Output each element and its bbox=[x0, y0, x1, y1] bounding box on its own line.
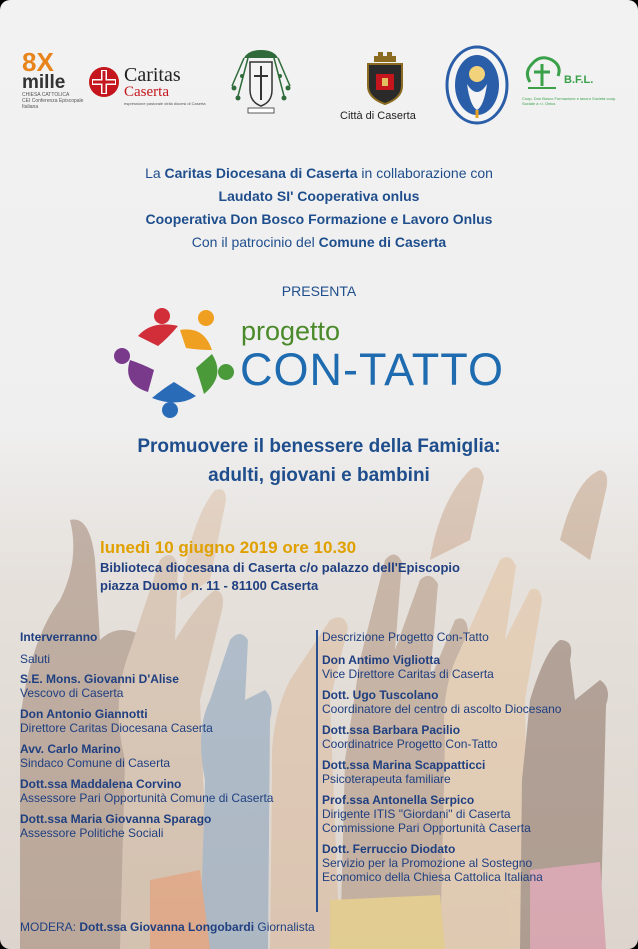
speaker-entry: Don Antonio Giannotti Direttore Caritas Diocesana Caserta bbox=[20, 707, 213, 735]
project-word: progetto bbox=[241, 316, 341, 346]
caritas-cross-icon bbox=[88, 66, 120, 98]
speaker-entry: Don Antimo Vigliotta Vice Direttore Caritas di Caserta bbox=[322, 653, 494, 681]
subtitle-line-1: Promuovere il benessere della Famiglia: bbox=[137, 436, 501, 457]
logo-strip bbox=[22, 44, 618, 126]
organizers-text bbox=[0, 162, 638, 254]
speakers-right-column bbox=[322, 630, 622, 891]
intro-line-4: Con il patrocinio del Comune di Caserta bbox=[191, 234, 447, 250]
speaker-entry: Dott.ssa Maria Giovanna Sparago Assessore Politiche Sociali bbox=[20, 812, 212, 840]
laudato-si-logo bbox=[442, 44, 512, 126]
speaker-entry: Dott.ssa Barbara Pacilio Coordinatrice Progetto Con-Tatto bbox=[322, 723, 498, 751]
speakers-left-column bbox=[20, 630, 320, 847]
bfl-tree-icon bbox=[522, 52, 564, 92]
bishop-coat-of-arms bbox=[226, 46, 296, 128]
speaker-entry: Dott. Ugo Tuscolano Coordinatore del centro di ascolto Diocesano bbox=[322, 688, 562, 716]
speaker-entry: Avv. Carlo Marino Sindaco Comune di Caserta bbox=[20, 742, 171, 770]
otto-per-mille-logo: 8X mille CHIESA CATTOLICA CEI Conferenza Episcopale Italiana bbox=[22, 47, 84, 110]
speaker-entry: Dott.ssa Maddalena Corvino Assessore Pari Opportunità Comune di Caserta bbox=[20, 777, 274, 805]
column-divider bbox=[316, 630, 318, 912]
project-logo bbox=[108, 296, 538, 422]
interverranno-heading: Interverranno bbox=[20, 630, 98, 644]
speaker-entry: Prof.ssa Antonella Serpico Dirigente ITIS "Giordani" di Caserta Commissione Pari Opportunità Caserta bbox=[322, 793, 531, 835]
caritas-logo: Caritas Caserta espressione pastorale della diocesi di Caserta bbox=[88, 64, 208, 146]
subtitle-line-2: adulti, giovani e bambini bbox=[208, 465, 430, 486]
citta-di-caserta-logo: Città di Caserta bbox=[340, 50, 430, 132]
intro-line-2: Laudato SI' Cooperativa onlus bbox=[218, 188, 420, 204]
city-crest-icon bbox=[362, 50, 408, 106]
location-line-1: Biblioteca diocesana di Caserta c/o palazzo dell'Episcopio bbox=[100, 560, 460, 575]
speaker-entry: S.E. Mons. Giovanni D'Alise Vescovo di Caserta bbox=[20, 672, 179, 700]
speakers-section bbox=[20, 630, 620, 922]
saluti-label: Saluti bbox=[20, 652, 51, 666]
descrizione-heading: Descrizione Progetto Con-Tatto bbox=[322, 630, 489, 644]
speaker-entry: Dott.ssa Marina Scappatticci Psicoterapeuta familiare bbox=[322, 758, 486, 786]
event-location bbox=[100, 559, 460, 595]
presenta-label: PRESENTA bbox=[281, 283, 357, 299]
event-date-time: lunedì 10 giugno 2019 ore 10.30 bbox=[100, 538, 357, 557]
moderator-line: MODERA: Dott.ssa Giovanna Longobardi Giornalista bbox=[20, 920, 315, 934]
people-circle-icon bbox=[108, 296, 238, 422]
project-name: CON-TATTO bbox=[240, 344, 504, 395]
intro-line-3: Cooperativa Don Bosco Formazione e Lavoro Onlus bbox=[145, 211, 493, 227]
location-line-2: piazza Duomo n. 11 - 81100 Caserta bbox=[100, 578, 319, 593]
bfl-logo: B.F.L. Coop. Don Bosco Formazione e lavoro Società coop. Sociale a r.l. Onlus bbox=[522, 52, 622, 134]
event-subtitle bbox=[0, 432, 638, 490]
intro-line-1: La Caritas Diocesana di Caserta in collaborazione con bbox=[145, 165, 493, 181]
speaker-entry: Dott. Ferruccio Diodato Servizio per la Promozione al Sostegno Economico della Chiesa Cattolica Italiana bbox=[322, 842, 543, 884]
